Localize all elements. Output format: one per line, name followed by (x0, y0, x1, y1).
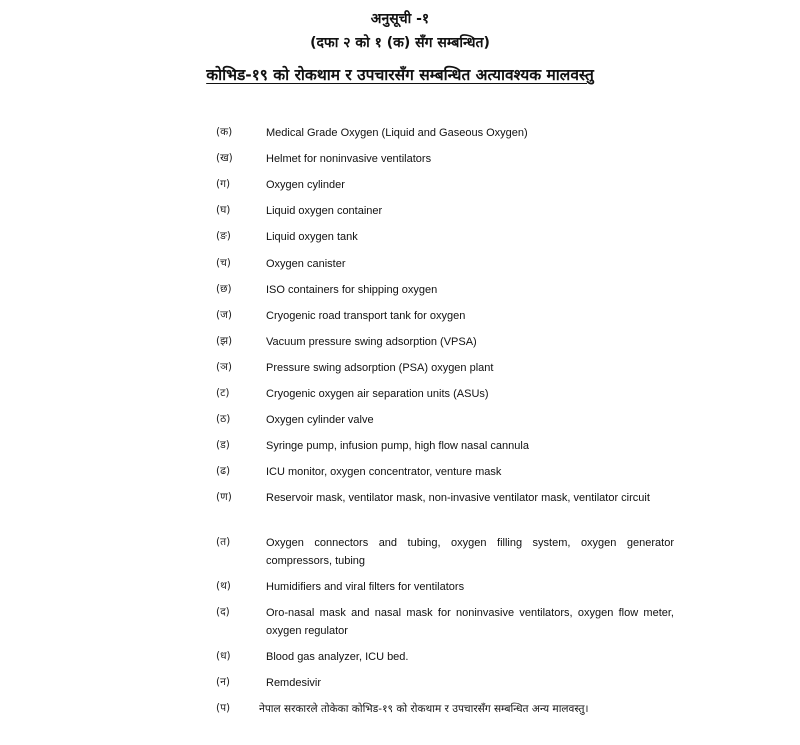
list-item-marker: (प) (216, 702, 231, 714)
list-item-marker: (थ) (216, 580, 231, 592)
list-item-marker: (न) (216, 676, 231, 688)
list-item-text: Oxygen canister (266, 258, 346, 270)
list-item-marker: (द) (216, 606, 230, 618)
section-reference: (दफा २ को १ (क) सँग सम्बन्धित) (310, 35, 490, 51)
list-item-text: Oxygen cylinder (266, 179, 345, 191)
list-item-text: Vacuum pressure swing adsorption (VPSA) (266, 336, 477, 348)
list-item-text: Oxygen connectors and tubing, oxygen filling system, oxygen generator compressors, tubing (266, 537, 674, 567)
list-item-text: Humidifiers and viral filters for ventilators (266, 581, 465, 593)
list-item-text: Blood gas analyzer, ICU bed. (266, 651, 409, 663)
list-item-marker: (ज) (216, 309, 232, 321)
list-item-marker: (ग) (216, 178, 231, 190)
list-item-marker: (ठ) (216, 413, 231, 425)
list-item-text: Cryogenic road transport tank for oxygen (266, 310, 466, 322)
list-item-text: Cryogenic oxygen air separation units (ASUs) (266, 388, 489, 400)
list-item-marker: (ट) (216, 387, 230, 399)
list-item-text: Pressure swing adsorption (PSA) oxygen plant (266, 362, 494, 374)
schedule-title: अनुसूची -१ (370, 11, 430, 27)
list-item-text: Oxygen cylinder valve (266, 414, 374, 426)
list-item-text: Reservoir mask, ventilator mask, non-invasive ventilator mask, ventilator circuit (266, 492, 650, 504)
list-item-text: Medical Grade Oxygen (Liquid and Gaseous Oxygen) (266, 127, 528, 139)
list-item-text: Syringe pump, infusion pump, high flow nasal cannula (266, 440, 529, 452)
list-item-marker: (झ) (216, 335, 233, 347)
list-item-text: Oro-nasal mask and nasal mask for noninvasive ventilators, oxygen flow meter, oxygen regulator (266, 607, 674, 637)
list-item-marker: (ङ) (216, 230, 231, 242)
list-item-marker: (ण) (216, 491, 232, 503)
list-item-marker: (क) (216, 126, 233, 138)
page-title: कोभिड-१९ को रोकथाम र उपचारसँग सम्बन्धित अत्यावश्यक मालवस्तु (206, 66, 594, 84)
list-item-marker: (ख) (216, 152, 233, 164)
list-item-marker: (च) (216, 257, 231, 269)
list-item-text: नेपाल सरकारले तोकेका कोभिड-१९ को रोकथाम र उपचारसँग सम्बन्धित अन्य मालवस्तु। (259, 703, 589, 715)
list-item-text: ICU monitor, oxygen concentrator, venture mask (266, 466, 502, 478)
list-item-text: Liquid oxygen container (266, 205, 383, 217)
list-item-marker: (ध) (216, 650, 231, 662)
list-item-text: Liquid oxygen tank (266, 231, 358, 243)
list-item-marker: (छ) (216, 283, 232, 295)
list-item-marker: (ढ) (216, 465, 231, 477)
list-item-text: Remdesivir (266, 677, 322, 689)
list-item-marker: (त) (216, 536, 231, 548)
list-item-marker: (ड) (216, 439, 230, 451)
list-item-text: ISO containers for shipping oxygen (266, 284, 438, 296)
list-item-text: Helmet for noninvasive ventilators (266, 153, 432, 165)
list-item-marker: (ञ) (216, 361, 232, 373)
list-item-marker: (घ) (216, 204, 231, 216)
